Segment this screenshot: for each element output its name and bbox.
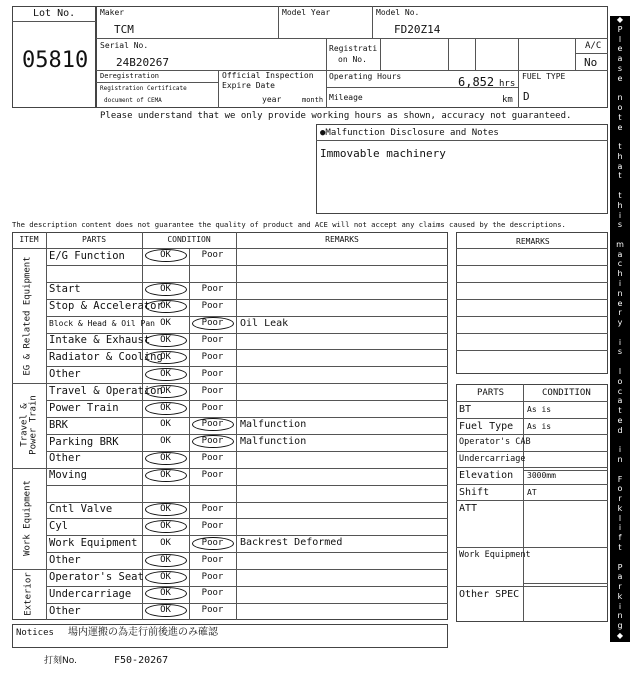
remark-text: Malfunction — [240, 435, 307, 447]
ok-circle-mark — [145, 334, 187, 347]
group-label: Travel & Power Train — [18, 395, 38, 456]
hrs-unit: hrs — [499, 79, 516, 89]
ok-label: OK — [160, 284, 171, 295]
spec-part: Undercarriage — [459, 453, 526, 464]
poor-label: Poor — [201, 605, 224, 616]
ok-label: OK — [160, 385, 171, 396]
remarks-header: REMARKS — [325, 235, 359, 244]
ok-label: OK — [160, 537, 171, 548]
group-label: Exterior — [23, 572, 34, 617]
condition-header: CONDITION — [167, 235, 211, 244]
group-label: EG & Related Equipment — [23, 255, 34, 376]
maker-label: Maker — [100, 8, 125, 17]
registration-label: Registrati — [329, 44, 378, 53]
spec-part: Work Equipment — [459, 550, 531, 560]
ok-circle-mark — [145, 300, 187, 313]
remark-text: Oil Leak — [240, 317, 289, 329]
stamp-value: F50-20267 — [114, 655, 169, 666]
ok-label: OK — [160, 351, 171, 362]
year-label: year — [262, 95, 282, 104]
poor-label: Poor — [201, 351, 224, 362]
poor-label: Poor — [201, 571, 224, 582]
poor-label: Poor — [201, 250, 224, 261]
spec-parts-header: PARTS — [477, 388, 505, 398]
model-no-label: Model No. — [376, 8, 420, 17]
part-label: Other — [49, 553, 81, 566]
remark-text: Backrest Deformed — [240, 537, 343, 549]
ok-label: OK — [160, 334, 171, 345]
deregistration-label: Deregistration — [100, 72, 160, 80]
spec-value: As is — [527, 421, 552, 431]
malfunction-text: Immovable machinery — [320, 147, 446, 160]
group-label: Work Equipment — [23, 480, 34, 557]
fuel-type-label: FUEL TYPE — [522, 72, 566, 81]
month-label: month — [302, 96, 324, 104]
notices-label: Notices — [16, 628, 54, 638]
spec-part: Fuel Type — [459, 420, 514, 432]
ok-label: OK — [160, 571, 171, 582]
part-label: Work Equipment — [49, 536, 138, 549]
ok-circle-mark — [145, 571, 187, 584]
part-label: Start — [49, 283, 81, 296]
poor-label: Poor — [201, 436, 224, 447]
spec-value: 3000mm — [527, 471, 556, 480]
ok-circle-mark — [145, 554, 187, 567]
part-label: Moving — [49, 469, 87, 482]
poor-label: Poor — [201, 301, 224, 312]
ok-circle-mark — [145, 351, 187, 364]
spec-value: AT — [527, 487, 537, 497]
right-remarks-box — [456, 232, 608, 374]
poor-label: Poor — [201, 537, 224, 548]
operating-hours-value: 6,852 — [458, 75, 495, 89]
poor-label: Poor — [201, 284, 224, 295]
spec-part: Elevation — [459, 470, 514, 481]
item-header: ITEM — [19, 235, 39, 244]
poor-label: Poor — [201, 520, 224, 531]
part-label: Cntl Valve — [49, 503, 113, 516]
part-label: Other — [49, 452, 81, 465]
km-unit: km — [502, 95, 513, 105]
ok-label: OK — [160, 419, 171, 430]
part-label: Other — [49, 367, 81, 380]
poor-label: Poor — [201, 453, 224, 464]
model-year-label: Model Year — [282, 8, 331, 17]
ok-circle-mark — [145, 368, 187, 381]
registration-certificate-label: Registration Certificate — [100, 85, 187, 92]
part-label: Other — [49, 604, 81, 617]
part-label: Travel & Operation — [49, 384, 163, 397]
poor-label: Poor — [201, 419, 224, 430]
ok-label: OK — [160, 588, 171, 599]
inspection-label: Official Inspection — [222, 71, 314, 80]
ok-circle-mark — [145, 503, 187, 516]
ok-label: OK — [160, 368, 171, 379]
part-label: Parking BRK — [49, 435, 119, 448]
spec-part: ATT — [459, 503, 478, 514]
spec-part: BT — [459, 404, 472, 415]
spec-part: Other SPEC — [459, 589, 520, 600]
ok-label: OK — [160, 554, 171, 565]
poor-label: Poor — [201, 588, 224, 599]
ok-label: OK — [160, 605, 171, 616]
poor-label: Poor — [201, 318, 224, 329]
spec-part: Shift — [459, 486, 490, 498]
poor-label: Poor — [201, 368, 224, 379]
ok-circle-mark — [145, 520, 187, 533]
poor-label: Poor — [201, 385, 224, 396]
poor-label: Poor — [201, 334, 224, 345]
part-label: Power Train — [49, 401, 119, 414]
part-label: Stop & Accelerator — [49, 300, 163, 313]
part-label: Cyl — [49, 520, 68, 533]
poor-circle-mark — [192, 317, 234, 330]
registration-label-2: on No. — [338, 55, 367, 64]
part-label: Operator's Seat — [49, 570, 144, 583]
ok-circle-mark — [145, 385, 187, 398]
model-no-value: FD20Z14 — [394, 23, 441, 36]
spec-part: Operator's CAB — [459, 437, 531, 447]
part-label: BRK — [49, 418, 68, 431]
right-remarks-header: REMARKS — [516, 237, 550, 246]
ok-label: OK — [160, 318, 171, 329]
cema-document-label: document of CEMA — [104, 97, 162, 104]
mileage-label: Mileage — [329, 93, 363, 102]
lot-number: 05810 — [22, 48, 89, 73]
serial-label: Serial No. — [100, 41, 149, 50]
ok-label: OK — [160, 470, 171, 481]
parts-header: PARTS — [81, 235, 107, 244]
ok-label: OK — [160, 503, 171, 514]
poor-label: Poor — [201, 503, 224, 514]
part-label: E/G Function — [49, 249, 125, 262]
ok-label: OK — [160, 436, 171, 447]
part-label: Radiator & Cooling — [49, 351, 163, 364]
ok-label: OK — [160, 301, 171, 312]
ok-label: OK — [160, 250, 171, 261]
ok-circle-mark — [145, 402, 187, 415]
serial-value: 24B20267 — [116, 56, 169, 69]
hours-notice: Please understand that we only provide working hours as shown, accuracy not guaranteed. — [100, 111, 572, 121]
lot-label: Lot No. — [33, 8, 76, 19]
part-label: Intake & Exhaust — [49, 334, 151, 347]
part-label: Undercarriage — [49, 587, 132, 600]
malfunction-title: ●Malfunction Disclosure and Notes — [320, 128, 499, 138]
spec-condition-header: CONDITION — [542, 388, 591, 398]
maker-value: TCM — [114, 23, 134, 36]
ac-label: A/C — [585, 41, 602, 51]
poor-circle-mark — [192, 537, 234, 550]
inspection-label-2: Expire Date — [222, 81, 275, 90]
spec-value: As is — [527, 405, 552, 414]
ac-value: No — [584, 56, 598, 69]
notices-text: 場内運搬の為走行前後進のみ確認 — [68, 627, 218, 638]
operating-hours-label: Operating Hours — [329, 72, 402, 81]
location-note-sidebar: ◆ P l e a s e n o t e t h a t t h i s m a c h i n e r y i s l o c a t e d i n F o r k l i f t P a r k i n g ◆ — [610, 16, 630, 642]
poor-label: Poor — [201, 554, 224, 565]
ok-label: OK — [160, 402, 171, 413]
remark-text: Malfunction — [240, 418, 307, 430]
poor-label: Poor — [201, 470, 224, 481]
stamp-label: 打刻No. — [44, 656, 77, 666]
part-label: Block & Head & Oil Pan — [49, 318, 155, 328]
ok-label: OK — [160, 453, 171, 464]
ok-label: OK — [160, 520, 171, 531]
fuel-type-value: D — [523, 90, 530, 103]
disclaimer: The description content does not guarantee the quality of product and ACE will not accept any claims caused by the descriptions. — [12, 220, 566, 229]
ok-circle-mark — [145, 469, 187, 482]
poor-label: Poor — [201, 402, 224, 413]
